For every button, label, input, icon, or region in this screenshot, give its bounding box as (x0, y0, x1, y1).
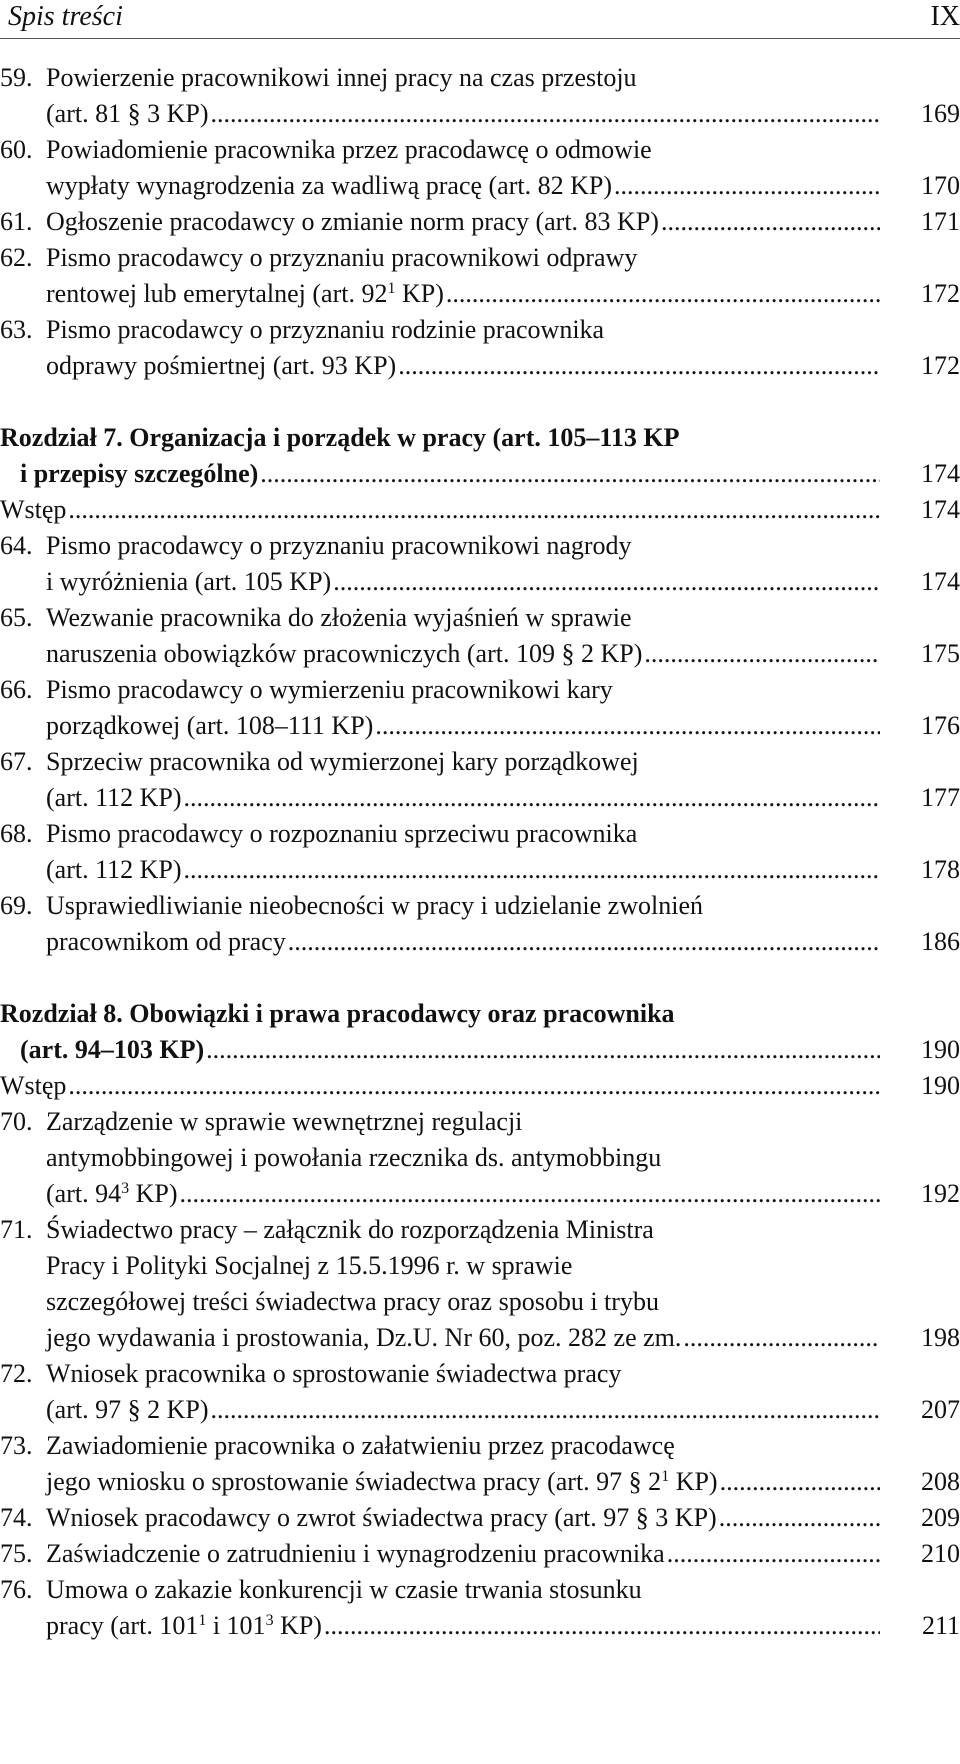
entry-line (0, 1500, 960, 1536)
entry-line (0, 276, 960, 312)
entry-title: Rozdział 8. Obowiązki i prawa pracodawcy oraz pracownika (0, 999, 675, 1028)
page-number: IX (930, 1, 960, 32)
table-of-contents (0, 60, 960, 1680)
entry-title: Powiadomienie pracownika przez pracodawcę o odmowie (46, 135, 652, 164)
dot-leader (324, 1608, 880, 1644)
chapter-heading (0, 996, 960, 1068)
entry-number: 69. (0, 891, 33, 920)
entry-line (0, 1176, 960, 1212)
entry-line (0, 924, 960, 960)
dot-leader (260, 456, 880, 492)
dot-leader (683, 1320, 880, 1356)
entry-number: 59. (0, 63, 33, 92)
entry-line (0, 1068, 960, 1104)
entry-page: 174 (921, 495, 960, 524)
dot-leader (210, 96, 880, 132)
entry-page: 172 (921, 279, 960, 308)
entry-title: (art. $94^3$ KP) (46, 1179, 178, 1208)
entry-page: 178 (921, 855, 960, 884)
entry-line (0, 204, 960, 240)
toc-entry (0, 888, 960, 960)
entry-title: Wstęp (0, 1071, 67, 1100)
entry-number: 62. (0, 243, 33, 272)
entry-title: Usprawiedliwianie nieobecności w pracy i udzielanie zwolnień (46, 891, 703, 920)
toc-entry (0, 1536, 960, 1572)
entry-line (0, 312, 960, 348)
entry-page: 190 (921, 1035, 960, 1064)
entry-line (0, 564, 960, 600)
entry-title: Wniosek pracownika o sprostowanie świadectwa pracy (46, 1359, 622, 1388)
entry-line (0, 528, 960, 564)
entry-title: (art. 112 KP) (46, 855, 182, 884)
entry-page: 174 (921, 459, 960, 488)
entry-page: 186 (921, 927, 960, 956)
entry-title: Pismo pracodawcy o rozpoznaniu sprzeciwu pracownika (46, 819, 638, 848)
entry-page: 209 (921, 1503, 960, 1532)
toc-entry (0, 1500, 960, 1536)
entry-title: Powierzenie pracownikowi innej pracy na czas przestoju (46, 63, 637, 92)
toc-entry (0, 672, 960, 744)
entry-line (0, 1320, 960, 1356)
toc-entry (0, 1212, 960, 1356)
entry-page: 171 (921, 207, 960, 236)
entry-line (0, 1104, 960, 1140)
entry-line (0, 168, 960, 204)
entry-title: i przepisy szczególne) (20, 459, 259, 488)
toc-entry (0, 744, 960, 816)
entry-line (0, 1248, 960, 1284)
entry-page: 192 (921, 1179, 960, 1208)
entry-number: 72. (0, 1359, 33, 1388)
entry-title: odprawy pośmiertnej (art. 93 KP) (46, 351, 397, 380)
toc-entry (0, 240, 960, 312)
toc-entry (0, 1572, 960, 1644)
dot-leader (180, 1176, 881, 1212)
entry-title: Pismo pracodawcy o wymierzeniu pracownikowi kary (46, 675, 613, 704)
entry-page: 198 (921, 1323, 960, 1352)
entry-title: Zaświadczenie o zatrudnieniu i wynagrodzeniu pracownika (46, 1539, 665, 1568)
dot-leader (68, 1068, 880, 1104)
entry-number: 64. (0, 531, 33, 560)
dot-leader (614, 168, 880, 204)
toc-entry (0, 492, 960, 528)
entry-line (0, 1428, 960, 1464)
dot-leader (68, 492, 880, 528)
toc-entry (0, 1068, 960, 1104)
entry-line (0, 348, 960, 384)
entry-number: 75. (0, 1539, 33, 1568)
dot-leader (184, 852, 880, 888)
entry-number: 74. (0, 1503, 33, 1532)
entry-number: 60. (0, 135, 33, 164)
toc-entry (0, 1356, 960, 1428)
entry-number: 61. (0, 207, 33, 236)
toc-section (0, 996, 960, 1644)
dot-leader (719, 1500, 880, 1536)
entry-title: jego wniosku o sprostowanie świadectwa pracy (art. 97 § $2^1$ KP) (46, 1467, 718, 1496)
entry-page: 175 (921, 639, 960, 668)
dot-leader (644, 636, 880, 672)
entry-title: szczegółowej treści świadectwa pracy oraz sposobu i trybu (46, 1287, 659, 1316)
dot-leader (398, 348, 880, 384)
dot-leader (210, 1392, 880, 1428)
entry-line (0, 888, 960, 924)
entry-page: 207 (921, 1395, 960, 1424)
toc-entry (0, 1428, 960, 1500)
chapter-heading (0, 420, 960, 492)
entry-line (0, 708, 960, 744)
entry-number: 76. (0, 1575, 33, 1604)
entry-number: 67. (0, 747, 33, 776)
entry-page: 211 (921, 1611, 960, 1640)
toc-entry (0, 312, 960, 384)
entry-page: 170 (921, 171, 960, 200)
toc-entry (0, 204, 960, 240)
entry-line (0, 240, 960, 276)
entry-line (0, 744, 960, 780)
entry-line (0, 1356, 960, 1392)
dot-leader (288, 924, 880, 960)
entry-page: 210 (921, 1539, 960, 1568)
toc-entry (0, 60, 960, 132)
entry-line (0, 672, 960, 708)
entry-title: naruszenia obowiązków pracowniczych (art. 109 § 2 KP) (46, 639, 643, 668)
entry-title: (art. 94–103 KP) (20, 1035, 205, 1064)
dot-leader (184, 780, 880, 816)
page-header (0, 0, 960, 39)
entry-number: 71. (0, 1215, 33, 1244)
entry-line (0, 996, 960, 1032)
entry-page: 172 (921, 351, 960, 380)
entry-title: Świadectwo pracy – załącznik do rozporządzenia Ministra (46, 1215, 654, 1244)
toc-section (0, 60, 960, 384)
entry-number: 66. (0, 675, 33, 704)
toc-entry (0, 1104, 960, 1212)
entry-title: rentowej lub emerytalnej (art. $92^1$ KP) (46, 279, 444, 308)
dot-leader (661, 204, 880, 240)
entry-line (0, 1608, 960, 1644)
entry-page: 208 (921, 1467, 960, 1496)
entry-title: Wezwanie pracownika do złożenia wyjaśnień w sprawie (46, 603, 632, 632)
entry-number: 73. (0, 1431, 33, 1460)
entry-title: wypłaty wynagrodzenia za wadliwą pracę (art. 82 KP) (46, 171, 612, 200)
entry-title: (art. 81 § 3 KP) (46, 99, 209, 128)
entry-line (0, 600, 960, 636)
entry-title: (art. 97 § 2 KP) (46, 1395, 209, 1424)
entry-title: Wniosek pracodawcy o zwrot świadectwa pracy (art. 97 § 3 KP) (46, 1503, 717, 1532)
entry-title: Sprzeciw pracownika od wymierzonej kary porządkowej (46, 747, 639, 776)
entry-line (0, 852, 960, 888)
dot-leader (446, 276, 880, 312)
entry-number: 70. (0, 1107, 33, 1136)
toc-entry (0, 816, 960, 888)
entry-line (0, 636, 960, 672)
running-title: Spis treści (8, 1, 123, 32)
dot-leader (333, 564, 880, 600)
entry-line (0, 780, 960, 816)
entry-title: pracy (art. $101^1$ i $101^3$ KP) (46, 1611, 322, 1640)
dot-leader (375, 708, 880, 744)
entry-title: (art. 112 KP) (46, 783, 182, 812)
entry-line (0, 1572, 960, 1608)
toc-entry (0, 600, 960, 672)
entry-number: 65. (0, 603, 33, 632)
entry-line (0, 456, 960, 492)
toc-section (0, 420, 960, 960)
entry-number: 68. (0, 819, 33, 848)
toc-entry (0, 528, 960, 600)
entry-line (0, 132, 960, 168)
entry-title: Zarządzenie w sprawie wewnętrznej regulacji (46, 1107, 523, 1136)
entry-line (0, 1392, 960, 1428)
toc-entry (0, 132, 960, 204)
entry-line (0, 1212, 960, 1248)
entry-line (0, 1536, 960, 1572)
entry-line (0, 60, 960, 96)
entry-title: Pismo pracodawcy o przyznaniu pracownikowi odprawy (46, 243, 638, 272)
dot-leader (667, 1536, 880, 1572)
entry-line (0, 1032, 960, 1068)
entry-title: porządkowej (art. 108–111 KP) (46, 711, 374, 740)
entry-line (0, 420, 960, 456)
entry-title: pracownikom od pracy (46, 927, 286, 956)
entry-title: antymobbingowej i powołania rzecznika ds. antymobbingu (46, 1143, 662, 1172)
entry-title: Zawiadomienie pracownika o załatwieniu przez pracodawcę (46, 1431, 675, 1460)
entry-line (0, 1284, 960, 1320)
entry-page: 174 (921, 567, 960, 596)
dot-leader (206, 1032, 880, 1068)
entry-line (0, 1464, 960, 1500)
entry-title: i wyróżnienia (art. 105 KP) (46, 567, 332, 596)
entry-line (0, 1140, 960, 1176)
entry-title: jego wydawania i prostowania, Dz.U. Nr 60, poz. 282 ze zm. (46, 1323, 682, 1352)
entry-number: 63. (0, 315, 33, 344)
entry-title: Pracy i Polityki Socjalnej z 15.5.1996 r. w sprawie (46, 1251, 573, 1280)
entry-line (0, 816, 960, 852)
dot-leader (720, 1464, 880, 1500)
entry-page: 169 (921, 99, 960, 128)
entry-title: Rozdział 7. Organizacja i porządek w pracy (art. 105–113 KP (0, 423, 680, 452)
entry-page: 177 (921, 783, 960, 812)
entry-title: Ogłoszenie pracodawcy o zmianie norm pracy (art. 83 KP) (46, 207, 659, 236)
entry-title: Pismo pracodawcy o przyznaniu pracownikowi nagrody (46, 531, 632, 560)
entry-page: 176 (921, 711, 960, 740)
entry-line (0, 96, 960, 132)
entry-title: Wstęp (0, 495, 67, 524)
entry-line (0, 492, 960, 528)
entry-title: Pismo pracodawcy o przyznaniu rodzinie pracownika (46, 315, 605, 344)
entry-title: Umowa o zakazie konkurencji w czasie trwania stosunku (46, 1575, 642, 1604)
entry-page: 190 (921, 1071, 960, 1100)
